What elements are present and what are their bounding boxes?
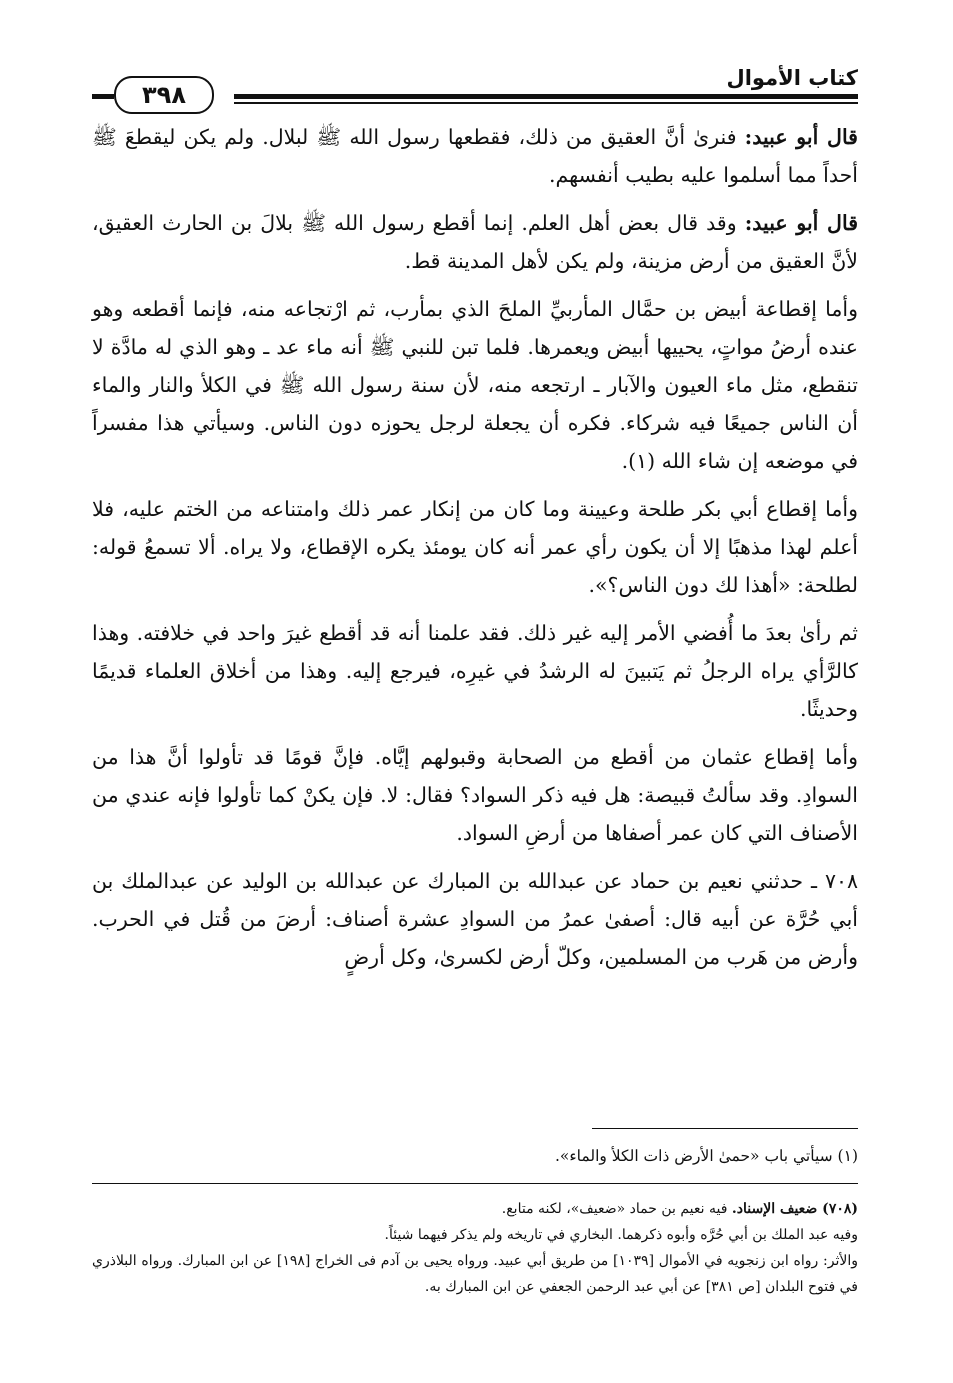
paragraph bbox=[92, 614, 858, 728]
paragraph bbox=[92, 490, 858, 604]
speaker-label: قال أبو عبيد: bbox=[744, 211, 858, 235]
footnote-line bbox=[92, 1196, 858, 1222]
header-rule-thin bbox=[234, 102, 858, 104]
page-number: ٣٩٨ bbox=[114, 76, 214, 114]
page-header bbox=[92, 62, 858, 110]
footnote-line: والأثر: رواه ابن زنجويه في الأموال [١٠٣٩] من طريق أبي عبيد. ورواه يحيى بن آدم فى الخراج [١٩٨] عن ابن المبارك. ورواه البلاذري في فتوح البلدان [ص ٣٨١] عن أبي عبد الرحمن الجعفي عن ابن المبارك به. bbox=[92, 1253, 858, 1295]
paragraph-text: وأما إقطاعة أبيض بن حمَّال المأربيِّ الملحَ الذي بمأرب، ثم ارْتجاعه منه، فإنما أقطعه وهو عنده أرضُ مواتٍ، يحييها أبيض ويعمرها. فلما تبن للنبي ﷺ أنه ماء عد ـ وهو الذي له مادَّة لا تنقطع، مثل ماء العيون والآبار ـ ارتجعه منه، لأن سنة رسول الله ﷺ في الكلأ والنار والماء أن الناس جميعًا فيه شركاء. فكره أن يجعلة لرجل يحوزه دون الناس. وسيأتي هذا مفسراً في موضعه إن شاء الله (١). bbox=[92, 297, 858, 473]
paragraph bbox=[92, 862, 858, 976]
header-rule-left bbox=[92, 94, 114, 99]
speaker-label: قال أبو عبيد: bbox=[744, 125, 858, 149]
footnote-line: وفيه عبد الملك بن أبي حُرَّه وأبوه ذكرهما. البخاري في تاريخه ولم يذكر فيهما شيئاً. bbox=[384, 1227, 858, 1243]
paragraph bbox=[92, 290, 858, 480]
footnote-label: (٧٠٨) ضعيف الإسناد. bbox=[731, 1201, 858, 1217]
paragraph-text: وقد قال بعض أهل العلم. إنما أقطع رسول الله ﷺ بلالَ بن الحارث العقيق، لأنَّ العقيق من أرض مزينة، ولم يكن لأهل المدينة قط. bbox=[92, 211, 858, 273]
footnote-rule bbox=[592, 1128, 858, 1129]
paragraph bbox=[92, 738, 858, 852]
footnote-separator bbox=[92, 1183, 858, 1184]
paragraph-text: وأما إقطاع أبي بكر طلحة وعيينة وما كان من إنكار عمر ذلك وامتناعه من الختم عليه، فلا أعلم لهذا مذهبًا إلا أن يكون رأي عمر أنه كان يومئذ يكره الإقطاع، ولا يراه. ألا تسمعُ قوله: لطلحة: «أهذا لك دون الناس؟». bbox=[92, 497, 858, 597]
paragraph bbox=[92, 118, 858, 194]
footnote-text: فيه نعيم بن حماد «ضعيف»، لكنه متابع. bbox=[501, 1201, 732, 1217]
paragraph-text: وأما إقطاع عثمان من أقطع من الصحابة وقبولهم إيَّاه. فإنَّ قومًا قد تأولوا أنَّ هذا من السوادِ. وقد سألتُ قبيصة: هل فيه ذكر السواد؟ فقال: لا. فإن يكنْ كما تأولوا فإنه عندي من الأصناف التي كان عمر أصفاها من أرضِ السواد. bbox=[92, 745, 858, 845]
footnote-1: (١) سيأتي باب «حمىٰ الأرض ذات الكلأ والماء». bbox=[554, 1147, 858, 1165]
paragraph-text: ٧٠٨ ـ حدثني نعيم بن حماد عن عبدالله بن المبارك عن عبدالله بن الوليد عن عبدالملك بن أبي حُرَّة عن أبيه قال: أصفىٰ عمرُ من السوادِ عشرة أصناف: أرضَ من قُتل في الحرب. وأرض من هَرب من المسلمين، وكلّ أرض لكسرىٰ، وكل أرضٍ bbox=[92, 869, 858, 969]
footnote-708 bbox=[92, 1196, 858, 1300]
main-text bbox=[92, 118, 858, 986]
paragraph bbox=[92, 204, 858, 280]
paragraph-text: فنرىٰ أنَّ العقيق من ذلك، فقطعها رسول الله ﷺ لبلال. ولم يكن ليقطعَ ﷺ أحداً مما أسلموا عليه بطيب أنفسهم. bbox=[92, 125, 858, 187]
paragraph-text: ثم رأىٰ بعدَ ما أُفضي الأمر إليه غير ذلك. فقد علمنا أنه قد أقطع غيرَ واحد في خلافته. وهذا كالرَّأي يراه الرجلُ ثم يَتبينَ له الرشدُ في غيرِه، فيرجع إليه. وهذا من أخلاق العلماء قديمًا وحديثًا. bbox=[92, 621, 858, 721]
book-title: كتاب الأموال bbox=[726, 66, 858, 90]
header-rule-thick bbox=[234, 94, 858, 99]
